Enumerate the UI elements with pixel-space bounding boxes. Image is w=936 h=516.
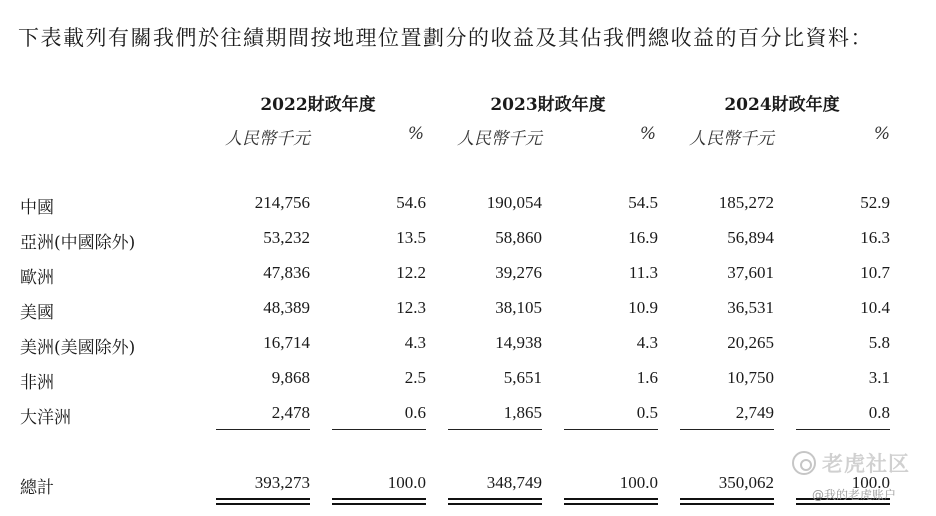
unit-currency-2023: 人民幣千元 bbox=[457, 129, 542, 149]
unit-currency-2024: 人民幣千元 bbox=[689, 129, 774, 149]
region-label: 中國 bbox=[20, 198, 54, 218]
region-label: 美國 bbox=[20, 303, 54, 323]
percent-cell: 0.8 bbox=[868, 403, 890, 422]
revenue-cell: 36,531 bbox=[727, 298, 774, 317]
percent-cell: 13.5 bbox=[396, 228, 426, 247]
tiger-logo-icon bbox=[792, 451, 816, 475]
percent-cell: 52.9 bbox=[860, 193, 890, 212]
total-revenue-cell: 393,273 bbox=[254, 473, 310, 492]
watermark-logo bbox=[792, 448, 918, 478]
percent-cell: 5.8 bbox=[868, 333, 890, 352]
percent-cell: 11.3 bbox=[628, 263, 658, 282]
total-percent-cell: 100.0 bbox=[387, 473, 426, 492]
revenue-cell: 53,232 bbox=[263, 228, 310, 247]
total-double-line bbox=[216, 498, 310, 500]
total-percent-cell: 100.0 bbox=[619, 473, 658, 492]
region-label: 大洋洲 bbox=[20, 408, 71, 428]
revenue-cell: 39,276 bbox=[495, 263, 542, 282]
total-percent-cell: 100.0 bbox=[851, 473, 890, 492]
revenue-cell: 20,265 bbox=[727, 333, 774, 352]
total-revenue-cell: 350,062 bbox=[718, 473, 774, 492]
unit-currency-2022: 人民幣千元 bbox=[225, 129, 310, 149]
total-revenue-cell: 348,749 bbox=[486, 473, 542, 492]
subtotal-line bbox=[564, 429, 658, 430]
year-header-2023: 2023財政年度 bbox=[490, 95, 606, 115]
total-double-line bbox=[564, 498, 658, 500]
percent-cell: 0.6 bbox=[404, 403, 426, 422]
revenue-cell: 2,749 bbox=[735, 403, 774, 422]
revenue-cell: 48,389 bbox=[263, 298, 310, 317]
percent-cell: 1.6 bbox=[636, 368, 658, 387]
subtotal-line bbox=[680, 429, 774, 430]
year-header-2022: 2022財政年度 bbox=[260, 95, 376, 115]
subtotal-line bbox=[796, 429, 890, 430]
percent-cell: 4.3 bbox=[404, 333, 426, 352]
total-double-line bbox=[332, 498, 426, 500]
percent-cell: 10.7 bbox=[860, 263, 890, 282]
total-double-line bbox=[680, 498, 774, 500]
percent-cell: 12.2 bbox=[396, 263, 426, 282]
revenue-cell: 9,868 bbox=[271, 368, 310, 387]
percent-cell: 10.4 bbox=[860, 298, 890, 317]
revenue-cell: 16,714 bbox=[263, 333, 310, 352]
percent-cell: 16.9 bbox=[628, 228, 658, 247]
revenue-cell: 47,836 bbox=[263, 263, 310, 282]
subtotal-line bbox=[448, 429, 542, 430]
percent-cell: 10.9 bbox=[628, 298, 658, 317]
percent-cell: 0.5 bbox=[636, 403, 658, 422]
revenue-cell: 14,938 bbox=[495, 333, 542, 352]
total-double-line bbox=[448, 498, 542, 500]
total-double-line bbox=[564, 503, 658, 505]
region-label: 亞洲(中國除外) bbox=[20, 233, 136, 253]
revenue-cell: 2,478 bbox=[271, 403, 310, 422]
percent-cell: 2.5 bbox=[404, 368, 426, 387]
total-double-line bbox=[448, 503, 542, 505]
total-double-line bbox=[680, 503, 774, 505]
unit-percent-2022: % bbox=[407, 124, 424, 144]
total-label: 總計 bbox=[20, 478, 54, 498]
region-label: 歐洲 bbox=[20, 268, 54, 288]
revenue-cell: 5,651 bbox=[503, 368, 542, 387]
revenue-cell: 56,894 bbox=[727, 228, 774, 247]
percent-cell: 54.6 bbox=[396, 193, 426, 212]
unit-percent-2023: % bbox=[639, 124, 656, 144]
revenue-cell: 185,272 bbox=[718, 193, 774, 212]
percent-cell: 12.3 bbox=[396, 298, 426, 317]
total-double-line bbox=[332, 503, 426, 505]
region-label: 美洲(美國除外) bbox=[20, 338, 136, 358]
subtotal-line bbox=[332, 429, 426, 430]
watermark-brand: 老虎社区 bbox=[822, 452, 910, 476]
subtotal-line bbox=[216, 429, 310, 430]
revenue-cell: 38,105 bbox=[495, 298, 542, 317]
total-double-line bbox=[216, 503, 310, 505]
revenue-cell: 1,865 bbox=[503, 403, 542, 422]
watermark-account: @我的老虎账户 bbox=[812, 488, 897, 502]
percent-cell: 54.5 bbox=[628, 193, 658, 212]
unit-percent-2024: % bbox=[873, 124, 890, 144]
percent-cell: 4.3 bbox=[636, 333, 658, 352]
percent-cell: 3.1 bbox=[868, 368, 890, 387]
percent-cell: 16.3 bbox=[860, 228, 890, 247]
total-double-line bbox=[796, 503, 890, 505]
intro-text: 下表載列有關我們於往績期間按地理位置劃分的收益及其佔我們總收益的百分比資料： bbox=[18, 26, 873, 50]
revenue-cell: 190,054 bbox=[486, 193, 542, 212]
revenue-cell: 37,601 bbox=[727, 263, 774, 282]
revenue-cell: 214,756 bbox=[254, 193, 310, 212]
revenue-cell: 10,750 bbox=[727, 368, 774, 387]
year-header-2024: 2024財政年度 bbox=[724, 95, 840, 115]
revenue-cell: 58,860 bbox=[495, 228, 542, 247]
region-label: 非洲 bbox=[20, 373, 54, 393]
